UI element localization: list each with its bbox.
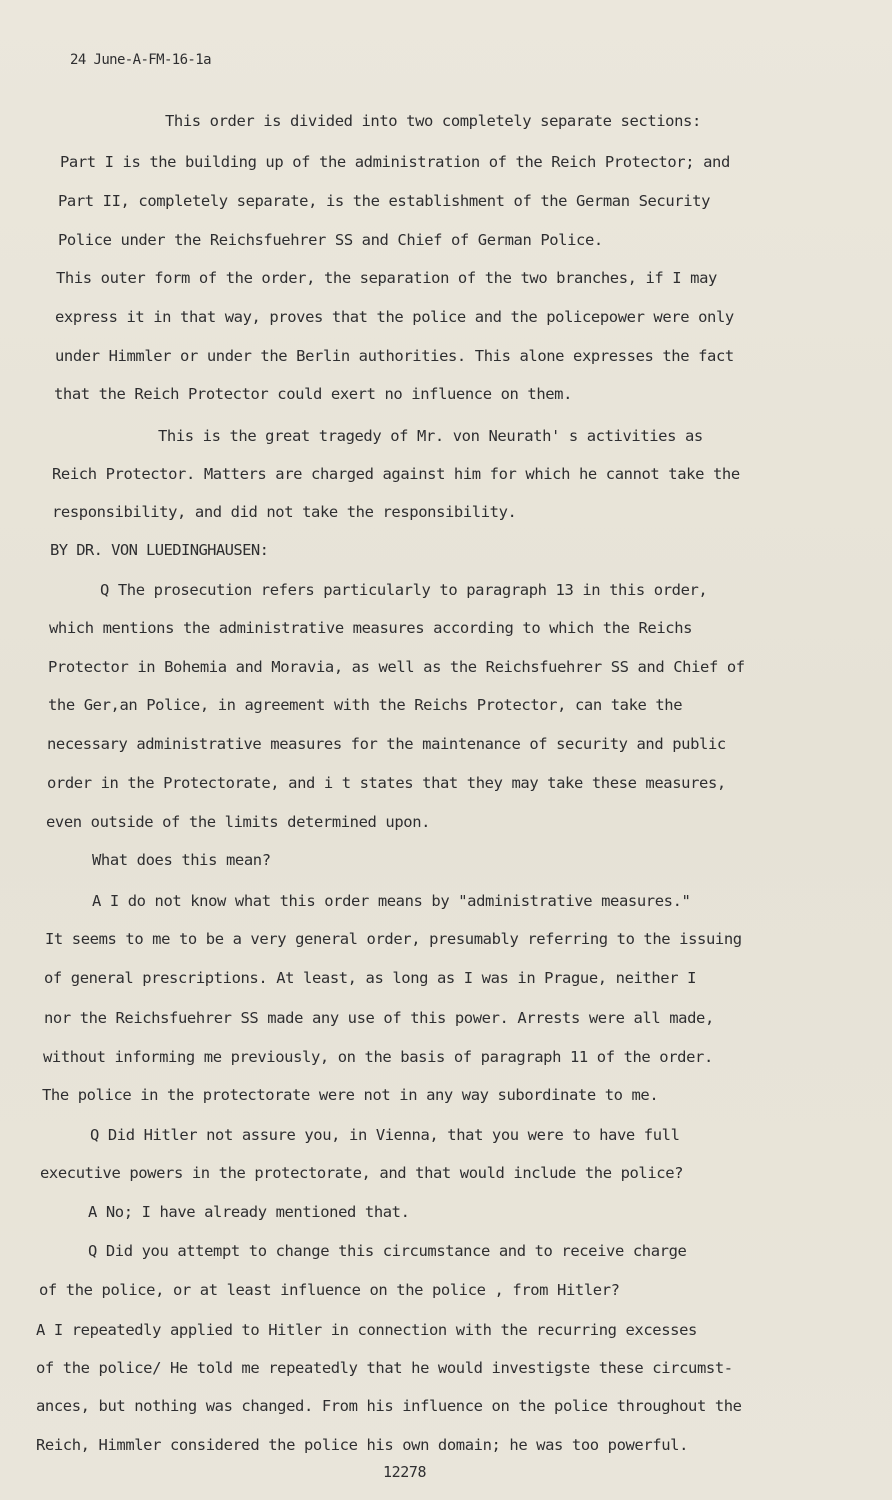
text-line: under Himmler or under the Berlin authorities. This alone expresses the fact	[55, 347, 734, 365]
text-line: A No; I have already mentioned that.	[88, 1203, 410, 1221]
text-line: What does this mean?	[92, 851, 271, 869]
text-line: Q The prosecution refers particularly to paragraph 13 in this order,	[100, 581, 708, 599]
text-line: Reich Protector. Matters are charged against him for which he cannot take the	[52, 465, 740, 483]
text-line: Protector in Bohemia and Moravia, as well as the Reichsfuehrer SS and Chief of	[48, 658, 745, 676]
speaker-heading: BY DR. VON LUEDINGHAUSEN:	[50, 541, 269, 559]
text-line: of the police, or at least influence on the police , from Hitler?	[39, 1281, 620, 1299]
text-line: that the Reich Protector could exert no influence on them.	[54, 385, 573, 403]
text-line: of the police/ He told me repeatedly that he would investigste these circumst-	[36, 1359, 733, 1377]
text-line: order in the Protectorate, and i t states that they may take these measures,	[47, 774, 726, 792]
text-line: of general prescriptions. At least, as long as I was in Prague, neither I	[44, 969, 697, 987]
text-line: without informing me previously, on the basis of paragraph 11 of the order.	[43, 1048, 713, 1066]
text-line: necessary administrative measures for the maintenance of security and public	[47, 735, 726, 753]
text-line: Reich, Himmler considered the police his own domain; he was too powerful.	[36, 1436, 689, 1454]
text-line: It seems to me to be a very general order, presumably referring to the issuing	[45, 930, 742, 948]
text-line: Q Did you attempt to change this circumstance and to receive charge	[88, 1242, 687, 1260]
page-header-reference: 24 June-A-FM-16-1a	[70, 52, 211, 68]
text-line: ances, but nothing was changed. From his influence on the police throughout the	[36, 1397, 742, 1415]
text-line: nor the Reichsfuehrer SS made any use of this power. Arrests were all made,	[44, 1009, 714, 1027]
text-line: which mentions the administrative measures according to which the Reichs	[49, 619, 693, 637]
text-line: Police under the Reichsfuehrer SS and Chief of German Police.	[58, 231, 603, 249]
text-line: responsibility, and did not take the responsibility.	[52, 503, 517, 521]
text-line: This outer form of the order, the separation of the two branches, if I may	[56, 269, 717, 287]
text-line: A I do not know what this order means by "administrative measures."	[92, 892, 691, 910]
text-line: express it in that way, proves that the police and the policepower were only	[55, 308, 734, 326]
text-line: executive powers in the protectorate, and that would include the police?	[40, 1164, 684, 1182]
text-line: Q Did Hitler not assure you, in Vienna, that you were to have full	[90, 1126, 680, 1144]
text-line: This is the great tragedy of Mr. von Neurath' s activities as	[158, 427, 703, 445]
text-line: The police in the protectorate were not in any way subordinate to me.	[42, 1086, 659, 1104]
text-line: A I repeatedly applied to Hitler in connection with the recurring excesses	[36, 1321, 697, 1339]
text-line: Part I is the building up of the administration of the Reich Protector; and	[60, 153, 730, 171]
page-number: 12278	[383, 1463, 427, 1481]
text-line: Part II, completely separate, is the establishment of the German Security	[58, 192, 711, 210]
text-line: the Ger,an Police, in agreement with the Reichs Protector, can take the	[48, 696, 683, 714]
text-line: even outside of the limits determined upon.	[46, 813, 431, 831]
text-line: This order is divided into two completely separate sections:	[165, 112, 701, 130]
